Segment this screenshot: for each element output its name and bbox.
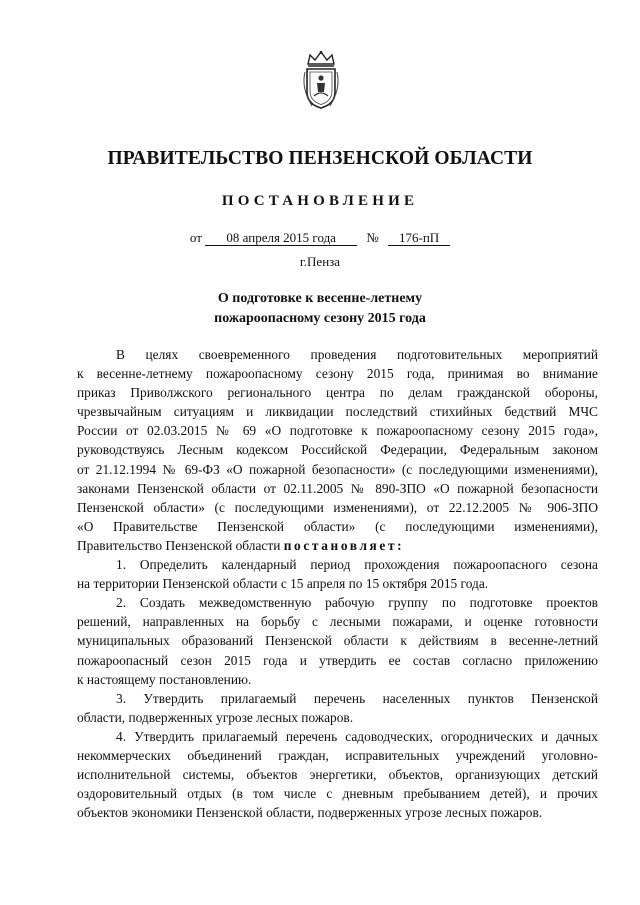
item-line: 2. Создать межведомственную рабочую группу по подготовке проектов	[116, 595, 598, 611]
item-line: объектов экономики Пензенской области, подверженных угрозе лесных пожаров.	[77, 805, 543, 821]
resolution-line	[77, 536, 598, 555]
item-line: на территории Пензенской области с 15 апреля по 15 октября 2015 года.	[77, 576, 489, 592]
document-body	[77, 345, 598, 822]
document-type: ПОСТАНОВЛЕНИЕ	[221, 193, 419, 209]
item-line: к настоящему постановлению.	[77, 671, 252, 687]
preamble-line: Пензенской области» (с последующими изменениями), от 22.12.2005 № 906-ЗПО	[77, 499, 598, 515]
preamble-line: к весенне-летнему пожароопасному сезону 2015 года, принимая во внимание	[77, 366, 598, 382]
preamble-line: «О Правительстве Пензенской области» (с последующими изменениями),	[77, 518, 598, 534]
date-prefix: от	[189, 230, 202, 245]
subject-line: О подготовке к весенне-летнему	[217, 291, 423, 306]
item-line: пожароопасный сезон 2015 года и утвердить ее состав согласно приложению	[77, 652, 598, 668]
preamble-line: В целях своевременного проведения подготовительных мероприятий	[116, 347, 598, 362]
item-line: области, подверженных угрозе лесных пожаров.	[77, 709, 354, 725]
item-line: некоммерческих объединений граждан, исправительных учреждений уголовно-	[77, 747, 598, 763]
document-date: 08 апреля 2015 года	[205, 231, 357, 246]
item-line: муниципальных образований Пензенской области к действиям в весенне-летний	[77, 633, 598, 649]
item-line: 3. Утвердить прилагаемый перечень населенных пунктов Пензенской	[116, 690, 598, 706]
city: г.Пенза	[299, 254, 341, 269]
document-number: 176-пП	[388, 231, 450, 246]
document-subject	[0, 289, 640, 329]
preamble-line: от 21.12.1994 № 69-ФЗ «О пожарной безопасности» (с последующими изменениями),	[77, 461, 598, 477]
subject-line: пожароопасному сезону 2015 года	[214, 311, 426, 326]
number-prefix: №	[366, 230, 379, 245]
preamble-line: приказ Приволжского регионального центра по делам гражданской обороны,	[77, 385, 598, 401]
preamble-line: законами Пензенской области от 02.11.2005 № 890-ЗПО «О пожарной безопасности	[77, 480, 598, 496]
item-line: решений, направленных на борьбу с лесными пожарами, и оценке готовности	[77, 614, 598, 630]
resolves-prefix: Правительство Пензенской области	[77, 537, 284, 553]
item-line: оздоровительный отдых (в том числе с дневным пребыванием детей), и прочих	[77, 786, 598, 802]
penza-coat-of-arms-icon	[300, 50, 342, 110]
government-title: ПРАВИТЕЛЬСТВО ПЕНЗЕНСКОЙ ОБЛАСТИ	[107, 148, 533, 169]
item-line: исполнительной системы, объектов энергетики, объектов, организующих детский	[77, 767, 598, 783]
resolves-word: постановляет:	[283, 537, 405, 553]
preamble-line: России от 02.03.2015 № 69 «О подготовке к пожароопасному сезону 2015 года»,	[77, 423, 598, 439]
item-line: 1. Определить календарный период прохождения пожароопасного сезона	[116, 557, 598, 573]
preamble-line: чрезвычайным ситуациям и ликвидации последствий стихийных бедствий МЧС	[77, 404, 598, 420]
date-number-line	[0, 230, 640, 246]
item-line: 4. Утвердить прилагаемый перечень садоводческих, огороднических и дачных	[116, 728, 598, 744]
preamble-line: руководствуясь Лесным кодексом Российской Федерации, Федеральным законом	[77, 442, 598, 458]
